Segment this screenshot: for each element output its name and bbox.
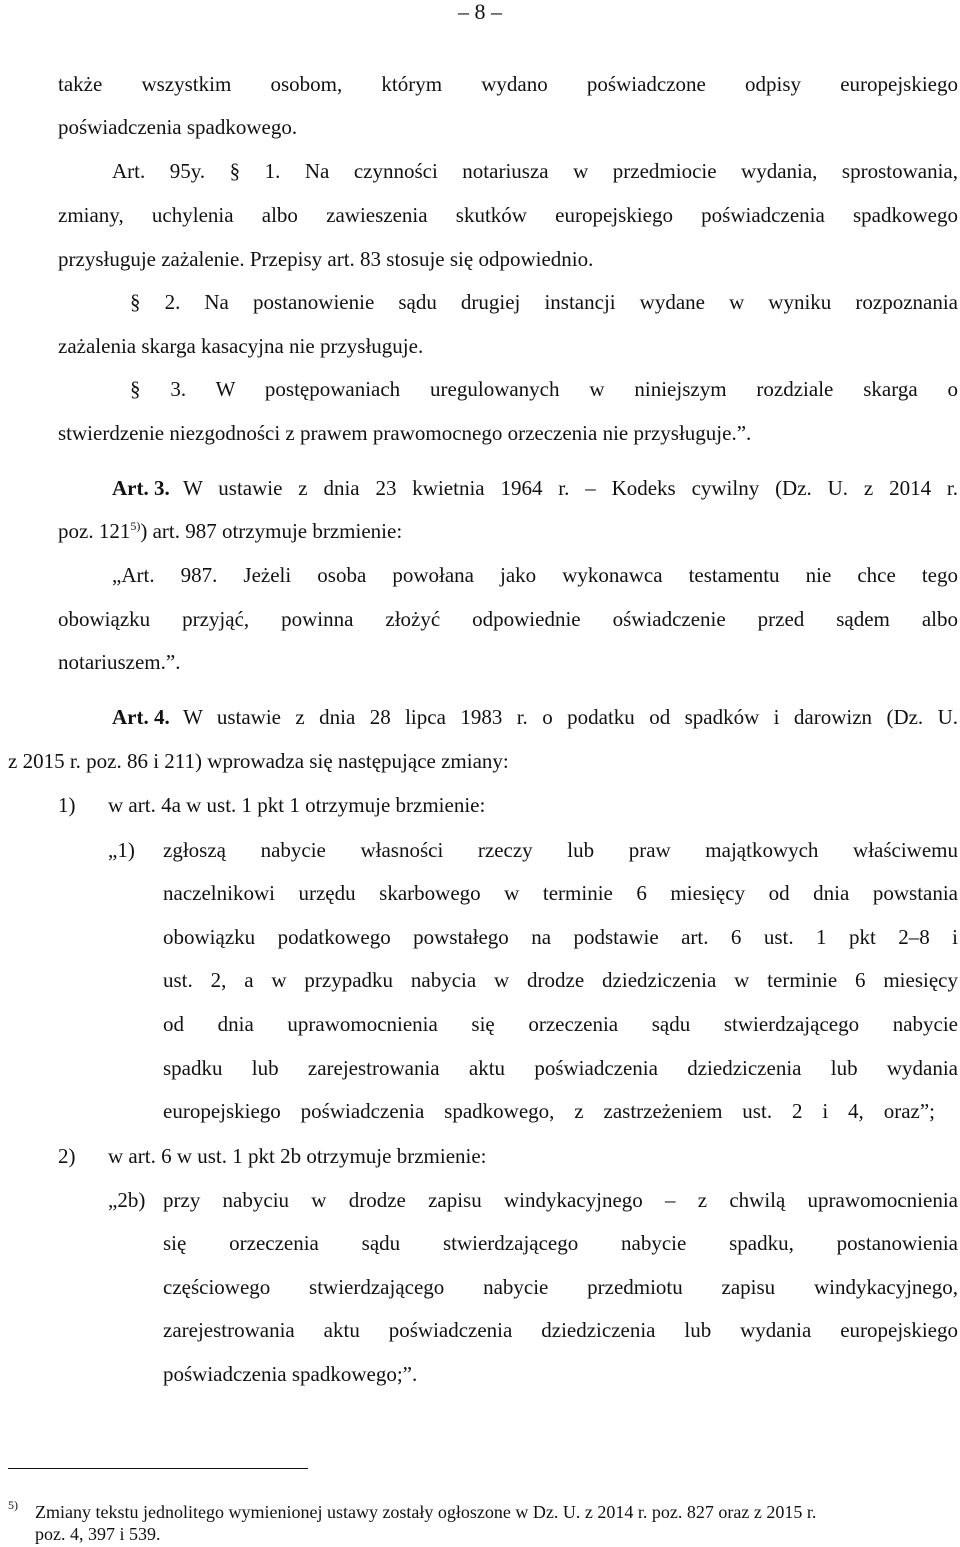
text-line (58, 519, 402, 543)
quote-number: „1) (108, 838, 135, 862)
page-number: – 8 – (458, 0, 502, 24)
text-line: zażalenia skarga kasacyjna nie przysługuje. (58, 334, 424, 358)
text-line: poświadczenia spadkowego. (58, 115, 298, 139)
quote-line: od dnia uprawomocnienia się orzeczenia sądu stwierdzającego nabycie (163, 1012, 958, 1036)
article-4-label: Art. 4. (112, 705, 170, 729)
text-line: § 3. W postępowaniach uregulowanych w niniejszym rozdziale skarga o (130, 377, 958, 401)
footnote-separator (8, 1468, 308, 1469)
quote-number: „2b) (108, 1188, 146, 1212)
footnote-line: Zmiany tekstu jednolitego wymienionej ustawy zostały ogłoszone w Dz. U. z 2014 r. poz. 827 oraz z 2015 r. (35, 1502, 817, 1522)
quote-line: poświadczenia spadkowego;”. (163, 1362, 418, 1386)
quote-line: spadku lub zarejestrowania aktu poświadczenia dziedziczenia lub wydania (163, 1056, 958, 1080)
list-number: 1) (58, 793, 76, 817)
quote-line: europejskiego poświadczenia spadkowego, z zastrzeżeniem ust. 2 i 4, oraz”; (163, 1099, 935, 1123)
list-item-text: w art. 6 w ust. 1 pkt 2b otrzymuje brzmienie: (108, 1144, 487, 1168)
footnote-mark: 5) (8, 1498, 18, 1512)
text-line (112, 563, 958, 587)
quote-line: częściowego stwierdzającego nabycie przedmiotu zapisu windykacyjnego, (163, 1275, 958, 1299)
text-line: stwierdzenie niezgodności z prawem prawomocnego orzeczenia nie przysługuje.”. (58, 421, 752, 445)
list-number: 2) (58, 1144, 76, 1168)
text-line: notariuszem.”. (58, 650, 181, 674)
quote-line: ust. 2, a w przypadku nabycia w drodze dziedziczenia w terminie 6 miesięcy (163, 968, 958, 992)
article-label (112, 476, 170, 500)
text-line: z 2015 r. poz. 86 i 211) wprowadza się następujące zmiany: (8, 749, 509, 773)
quote-line: zarejestrowania aktu poświadczenia dziedziczenia lub wydania europejskiego (163, 1318, 958, 1342)
quote-line: przy nabyciu w drodze zapisu windykacyjnego – z chwilą uprawomocnienia (163, 1188, 958, 1212)
text-fragment: poz. 121 (58, 519, 131, 543)
text-line: zmiany, uchylenia albo zawieszenia skutków europejskiego poświadczenia spadkowego (58, 203, 958, 227)
article-3-label: Art. 3. (112, 476, 170, 500)
text-line: przysługuje zażalenie. Przepisy art. 83 stosuje się odpowiednio. (58, 247, 594, 271)
footnote-line: poz. 4, 397 i 539. (35, 1524, 161, 1544)
text-fragment: ) art. 987 otrzymuje brzmienie: (140, 519, 403, 543)
text-line: W ustawie z dnia 28 lipca 1983 r. o podatku od spadków i darowizn (Dz. U. (183, 705, 958, 729)
quote-line: naczelnikowi urzędu skarbowego w terminie 6 miesięcy od dnia powstania (163, 881, 958, 905)
quote-line: się orzeczenia sądu stwierdzającego nabycie spadku, postanowienia (163, 1231, 958, 1255)
footnote-reference: 5) (130, 519, 141, 533)
quote-line: obowiązku podatkowego powstałego na podstawie art. 6 ust. 1 pkt 2–8 i (163, 925, 958, 949)
article-label (112, 705, 170, 729)
quote-line: zgłoszą nabycie własności rzeczy lub praw majątkowych właściwemu (163, 838, 958, 862)
list-item-text: w art. 4a w ust. 1 pkt 1 otrzymuje brzmienie: (108, 793, 486, 817)
text-line: W ustawie z dnia 23 kwietnia 1964 r. – Kodeks cywilny (Dz. U. z 2014 r. (183, 476, 958, 500)
text-line: § 2. Na postanowienie sądu drugiej instancji wydane w wyniku rozpoznania (130, 290, 958, 314)
text-line: obowiązku przyjąć, powinna złożyć odpowiednie oświadczenie przed sądem albo (58, 607, 958, 631)
text-line: także wszystkim osobom, którym wydano poświadczone odpisy europejskiego (58, 72, 958, 96)
text-line: Art. 95y. § 1. Na czynności notariusza w przedmiocie wydania, sprostowania, (112, 159, 958, 183)
quote-left: „Art. 987. Jeżeli osoba powołana jako wykonawca testamentu nie chce tego (112, 563, 958, 587)
